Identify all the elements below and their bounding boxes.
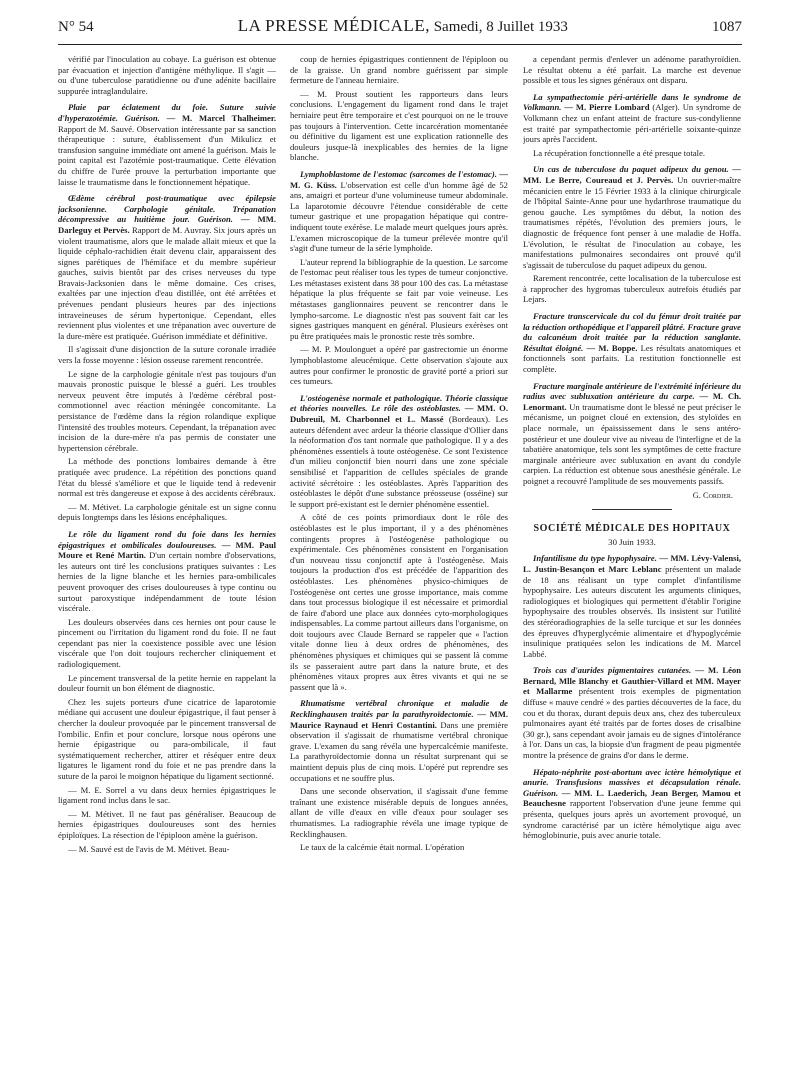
article-paragraph (58, 502, 276, 523)
article-title: Trois cas d'aurides pigmentaires cutanées. (533, 665, 692, 676)
article-text: Le signe de la carphologie génitale n'est pas toujours d'un mauvais pronostic puisque le blessé a guéri. Les troubles nerveux peuvent être imputés à l'œdème cérébral post-commotionnel avec réaction méningée concomitante. La persistance de l'œdème dans la région rolandique explique l'intensité des troubles moteurs. Cependant, la trépanation avec incision de la dure-mère n'a pas permis de constater une hypertension cérébrale. (58, 368, 276, 453)
issue-number: N° 54 (58, 19, 94, 35)
article-text: Un ouvrier-maître mécanicien entre le 15 Février 1933 à la clinique chirurgicale de l'hôpital Sainte-Anne pour une hydarthrose traumatique du genou gauche. Les symptômes du début, la notion des traumatismes répétés, l'évolution des premiers jours, le diagnostic de fréquence font penser à une maladie de Hoffa. L'évolution, le résultat de l'inoculation au cobaye, les manifestations pulmonaires secondaires ont prouvé qu'il s'agissait de tuberculose du paquet adipeux du genou. (523, 174, 741, 270)
header-rule (58, 44, 742, 45)
article-text: Dans une seconde observation, il s'agissait d'une femme traînant une existence misérable depuis de longues années, allant de ville d'eaux en ville d'eaux pour soulager ses rhumatismes. La radiographie révéla une image typique de Recklinghausen. (290, 786, 508, 839)
article-paragraph (290, 786, 508, 839)
article-paragraph (290, 257, 508, 342)
article-title: Rhumatisme vertébral chronique et maladie de Recklinghausen traités par la parathyroïdectomie. (290, 698, 508, 720)
article-text: (Bordeaux). Les auteurs défendent avec ardeur la théorie classique d'Ollier dans la néoformation d'os tant normale que pathologique. Il y a des phénomènes essentiels à toute ostéogenèse. Ce sont l'existence d'un milieu conjonctif bien nourri dans une zone spéciale sensibilisé et l'apparition de cellules spéciales de grande activité sécrétoire : les ostéoblastes. Après l'apparition des ostéoblastes le dépôt d'une substance préosseuse (osséine) sur le support pré-existant est le dernier phénomène essentiel. (290, 414, 508, 509)
article-title: Un cas de tuberculose du paquet adipeux du genou. (533, 164, 729, 175)
article-paragraph-headed (58, 529, 276, 614)
article-authors: — M. Boppe. (583, 342, 638, 353)
article-text: Dans une première observation il s'agissait de rhumatisme vertébral chronique grave. L'examen du sang révéla une hypercalcémie manifeste. La parathyroïdectomie donna un résultat surprenant qui se maintient depuis plus de cinq mois. L'opéré put reprendre ses occupations et ne souffre plus. (290, 719, 508, 783)
article-paragraph-headed (290, 698, 508, 783)
article-text: A côté de ces points primordiaux dont le rôle des ostéoblastes est le plus important, il y a des phénomènes contingents propres à l'ostéogenèse pathologique ou expérimentale. Ces phénomènes consistent en l'organisation d'un nouveau tissu conjonctif apte à l'ostéogenèse. Mais toujours la production d'os est précédée de l'apparition des ostéoblastes. Les phénomènes physico-chimiques de l'ostéogenèse ont certes une grosse importance, mais comme dans tout processus biologique il est nécessaire et primordial de faire d'abord une place aux données cyto-morphologiques indispensables. La comme partout ailleurs dans l'organisme, on doit toujours avec Claude Bernard se rappeler que « l'action vitale donne lieu à deux ordres de phénomènes, des phénomènes physiques et chimiques qui se passent là comme ils se passeraient autre part dans la nature brute, et des phénomènes vitaux propres aux êtres vivants et qui ne se passent que là ». (290, 512, 508, 692)
article-paragraph-headed (523, 767, 741, 841)
page-number: 1087 (711, 19, 742, 35)
article-text: — M. Proust soutient les rapporteurs dans leurs conclusions. L'engagement du ligament rond dans le trajet herniaire peut être temporaire et c'est pourquoi on ne le trouve pas toujours à l'intervention. Cette incarcération momentanée ou définitive du ligament est une explication rationnelle des douleurs jusque-là inexplicables des hernies de la ligne blanche. (290, 88, 508, 163)
article-text: Rapport de M. Sauvé. Observation intéressante par sa sanction thérapeutique : suture, établissement d'un Mikulicz et transfusion sanguine immédiate ont amené la guérison. Mais le point capital est l'azotémie post-traumatique. Cette élévation du chiffre de l'urée prouve la perturbation importante que laisse le traumatisme dans le fonctionnement hépatique. (58, 123, 276, 187)
article-authors: — M. Pierre Lombard (561, 102, 650, 113)
article-title: Hépato-néphrite post-abortum avec ictère hémolytique et anurie. Transfusions massives et décapsulation rénale. Guérison. (523, 766, 741, 798)
article-title: Plaie par éclatement du foie. Suture suivie d'hyperazotémie. Guérison. (58, 102, 276, 123)
page-header (58, 16, 742, 40)
article-title: L'ostéogenèse normale et pathologique. Théorie classique et théories nouvelles. Le rôle des ostéoblastes. (290, 392, 508, 414)
article-authors: — MM. Maurice Raynaud et Henri Costantini. (290, 709, 508, 730)
article-text: coup de hernies épigastriques contiennent de l'épiploon ou de la graisse. Un grand nombre guérissent par simple fermeture de l'anneau herniaire. (290, 54, 508, 86)
publication-date: Samedi, 8 Juillet 1933 (433, 19, 568, 35)
article-text: Les résultats anatomiques et fonctionnels sont parfaits. La restitution fonctionnelle est complète. (523, 342, 741, 375)
article-authors: — MM. L. Laederich, Jean Berger, Mamou et Beauchesne (523, 787, 741, 809)
article-text: — M. Métivet. La carphologie génitale est un signe connu depuis longtemps dans les lésions encéphaliques. (58, 501, 276, 523)
article-text: a cependant permis d'enlever un adénome parathyroïdien. Le résultat obtenu a été parfait. La marche est devenue possible et tous les signes généraux ont disparu. (523, 54, 741, 86)
article-authors: — M. G. Küss. (290, 168, 508, 190)
article-authors: — MM. Lévy-Valensi, L. Justin-Besançon et Marc Leblanc (523, 553, 741, 574)
article-text: La récupération fonctionnelle a été presque totale. (533, 147, 706, 158)
article-paragraph-headed (290, 393, 508, 510)
article-text: (Alger). Un syndrome de Volkmann chez un enfant atteint de fracture sus-condylienne est traité par sympathectomie péri-artérielle soixante-quinze jours après l'accident. (523, 102, 741, 145)
article-text: présentent un malade de 18 ans réalisant un type complet d'infantilisme hypophysaire. Les auteurs discutent les arguments cliniques, radiologiques et biologiques qui permettent d'établir l'origine hypophysaire des troubles observés. Ils insistent sur l'utilité des stéréoradiographies de la selle turcique et sur les données des épreuves d'hyperglycémie alimentaire et d'hypoglycémie insulinique pratiquées selon les indications de M. Marcel Labbé. (523, 563, 741, 659)
section-heading: SOCIÉTÉ MÉDICALE DES HOPITAUX (533, 523, 731, 535)
article-paragraph (58, 456, 276, 498)
publication-title: LA PRESSE MÉDICALE, (237, 16, 430, 35)
article-authors: — MM. Le Berre, Coureaud et J. Pervès. (523, 164, 741, 185)
column-left (58, 54, 276, 1064)
article-paragraph-headed (523, 553, 741, 659)
article-authors: — MM. O. Dubreuil, M. Charbonnel et L. Massé (290, 403, 508, 424)
article-paragraph (58, 844, 276, 855)
article-paragraph (290, 842, 508, 853)
article-paragraph (58, 697, 276, 782)
article-text: Les douleurs observées dans ces hernies ont pour cause le pincement ou l'irritation du ligament rond du foie. Il ne faut cependant pas nier la coexistence possible avec une lésion viscérale que l'on doit toujours rechercher cliniquement et radiologiquement. (58, 616, 276, 670)
article-paragraph (58, 369, 276, 454)
article-paragraph (58, 785, 276, 806)
article-text: Un traumatisme dont le blessé ne peut préciser le mécanisme, un poignet cloué en extension, des styloïdes en place normale, un épaississement dans le sens antéro-postérieur et une douleur vive au niveau de l'interligne et de la tabatière anatomique, tels sont les symptômes de cette fracture marginale antérieure avec subluxation en avant du condyle carpien. La réduction est obtenue sous anesthésie générale. Le poignet a recouvré l'amplitude de ses mouvements passifs. (523, 401, 741, 486)
article-paragraph (58, 809, 276, 841)
article-text: — M. Sauvé est de l'avis de M. Métivet. Beau- (68, 843, 230, 854)
article-paragraph (290, 89, 508, 163)
article-paragraph (523, 148, 741, 159)
article-text: Chez les sujets porteurs d'une cicatrice de laparotomie médiane qui accusent une douleur épigastrique, il faut penser à chercher la douleur provoquée par le pincement transversal de l'ombilic. Enfin et pour conclure, lorsque nous opérons une hernie épigastrique ou para-ombilicale, il faut systématiquement rechercher, attirer et réséquer entre deux ligatures le ligament rond du foie et ne pas prendre dans la suture de la paroi le moignon hépatique du ligament sectionné. (58, 696, 276, 781)
article-paragraph-headed (58, 193, 276, 341)
article-authors: — MM. Darleguy et Pervès. (58, 214, 276, 235)
article-title: Fracture marginale antérieure de l'extrémité inférieure du radius avec subluxation antérieure du carpe. (523, 380, 741, 402)
article-text: Il s'agissait d'une disjonction de la suture coronale irradiée vers la fosse moyenne : lésion osseuse rarement rencontrée. (58, 344, 276, 366)
article-paragraph-headed (523, 164, 741, 270)
article-text: Rarement rencontrée, cette localisation de la tuberculose est à rapprocher des hygromas tuberculeux autrefois étudiés par Lejars. (523, 273, 741, 305)
article-text: Le pincement transversal de la petite hernie en rappelant la douleur fournit un bon élément de diagnostic. (58, 672, 276, 694)
publication-line (238, 16, 568, 36)
article-text: vérifié par l'inoculation au cobaye. La guérison est obtenue par évacuation et injection d'antigène méthylique. Il s'agit — ou d'une tuberculose paratidienne ou d'une adénite bacillaire suppurée intraglandulaire. (58, 54, 276, 96)
article-paragraph (58, 673, 276, 694)
article-text: — M. P. Moulonguet a opéré par gastrectomie un énorme lymphoblastome aleucémique. Cette observation s'ajoute aux autres pour confirmer le pronostic de gravité porté a priori sur ces tumeurs. (290, 344, 508, 387)
article-authors: — M. Ch. Lenormant. (523, 391, 741, 412)
article-title: Œdème cérébral post-traumatique avec épilepsie jacksonienne. Carphologie génitale. Trépanation décompressive au huitième jour. Guérison. (58, 193, 276, 225)
article-paragraph (290, 512, 508, 692)
article-text: — M. Métivet. Il ne faut pas généraliser. Beaucoup de hernies épigastriques douloureuses sont des hernies épiploïques. La résection de l'épiploon amène la guérison. (58, 808, 276, 840)
section-divider (592, 509, 672, 510)
article-text: Le taux de la calcémie était normal. L'opération (300, 842, 465, 853)
article-paragraph (290, 344, 508, 386)
article-title: Infantilisme du type hypophysaire. (533, 553, 657, 564)
article-text: — M. E. Sorrel a vu dans deux hernies épigastriques le ligament rond inclus dans le sac. (58, 784, 276, 806)
article-paragraph (58, 617, 276, 670)
article-authors: — M. Léon Bernard, Mlle Blanchy et Gauthier-Villard et MM. Mayer et Mallarme (523, 665, 741, 697)
article-title: La sympathectomie péri-artérielle dans le syndrome de Volkmann. (523, 91, 741, 113)
article-text: Rapport de M. Auvray. Six jours après un violent traumatisme, alors que le malade allait mieux et que la liquide céphalo-rachidien était devenu clair, apparaissent des signes parétiques de l'hémiface et du membre supérieur gauches, suivis bientôt par des crises nerveuses du type Bravais-Jacksonien dans le même domaine. Ces crises, exaltées par une injection d'eau distillée, ont été arrêtées et prévenues pendant plusieurs heures par des injections intraveineuses de sérum hypertonique. Cependant, elles reviennent plus violentes et une trépanation avec ouverture de la dure-mère est pratiquée. Guérison immédiate et définitive. (58, 224, 276, 341)
article-title: Fracture transcervicale du col du fémur droit traitée par la réduction orthopédique et l'appareil plâtré. Fracture grave du calcanéum droit traitée par la réduction sanglante. Résultat éloigné. (523, 311, 741, 353)
article-text: présentent trois exemples de pigmentation diffuse « mauve cendré » des parties découvertes de la face, du cou et du thorax, durant depuis deux ans, chez des tuberculeux pulmonaires ayant été traités par de fortes doses de crisalbine (30 gr.), sans cependant avoir jamais eu de signes d'intolérance à l'or. Dans un cas, la biopsie d'un fragment de peau pigmentée montre la présence de grains d'or dans le derme. (523, 686, 741, 761)
section-date: 30 Juin 1933. (608, 536, 656, 547)
article-text: D'un certain nombre d'observations, les auteurs ont tiré les conclusions pratiques suivantes : Les hernies de la ligne blanche et les hernies para-ombilicales peuvent provoquer des crises douloureuses à type continu ou surtout paroxystique indépendamment de toute lésion viscérale. (58, 550, 276, 614)
article-paragraph (58, 344, 276, 365)
article-text: La méthode des ponctions lombaires demande à être pratiquée avec prudence. La répétition des ponctions quand l'état du blessé s'améliore et que le liquide tend à redevenir normal est très dangereuse et expose à des accidents cérébraux. (58, 456, 276, 499)
article-paragraph-headed (58, 102, 276, 187)
article-text: rapportent l'observation d'une jeune femme qui présenta, quelques jours après un avortement provoqué, un syndrome caractérisé par un ictère hémolytique aigu avec hémoglobinurie, puis avec anurie totale. (523, 798, 741, 841)
column-right (523, 54, 741, 1064)
article-title: Le rôle du ligament rond du foie dans les hernies épigastriques et ombilicales douloureuses. (58, 528, 276, 550)
article-text: L'observation est celle d'un homme âgé de 52 ans, amaigri et porteur d'une volumineuse tumeur abdominale. La laparotomie découvre l'étendue considérable de cette tumeur gastrique et une propagation hépatique qui contre-indiquent toute exérèse. Le malade meurt quelques jours après. L'examen microscopique de la tumeur prélevée montre qu'il s'agit d'une tumeur de la série lymphoïde. (290, 179, 508, 254)
article-paragraph-headed (523, 311, 741, 375)
article-paragraph (58, 54, 276, 96)
signature: G. Cordier. (692, 490, 733, 500)
column-middle (290, 54, 508, 1064)
article-authors: — M. Marcel Thalheimer. (159, 112, 276, 123)
article-paragraph (290, 54, 508, 86)
article-paragraph (523, 54, 741, 86)
article-paragraph (523, 273, 741, 305)
article-paragraph-headed (523, 665, 741, 760)
article-paragraph-headed (523, 381, 741, 487)
article-title: Lymphoblastome de l'estomac (sarcomes de l'estomac). (300, 168, 497, 179)
article-text: L'auteur reprend la bibliographie de la question. Le sarcome de l'estomac peut réaliser tous les types de tumeur conjonctive. Les métastases existent dans 38 pour 100 des cas. La métastase hépatique la plus fréquente se fait par voie veineuse. Les métastases ganglionnaires peuvent se rencontrer dans le lympho-sarcome. Le diagnostic n'est pas souvent fait car les signes gastriques manquent en général. Plusieurs exérèses ont pu être pratiquées mais le pronostic reste très sombre. (290, 256, 508, 341)
article-paragraph-headed (290, 169, 508, 254)
article-authors: — MM. Paul Moure et René Martin. (58, 539, 276, 561)
article-paragraph-headed (523, 92, 741, 145)
